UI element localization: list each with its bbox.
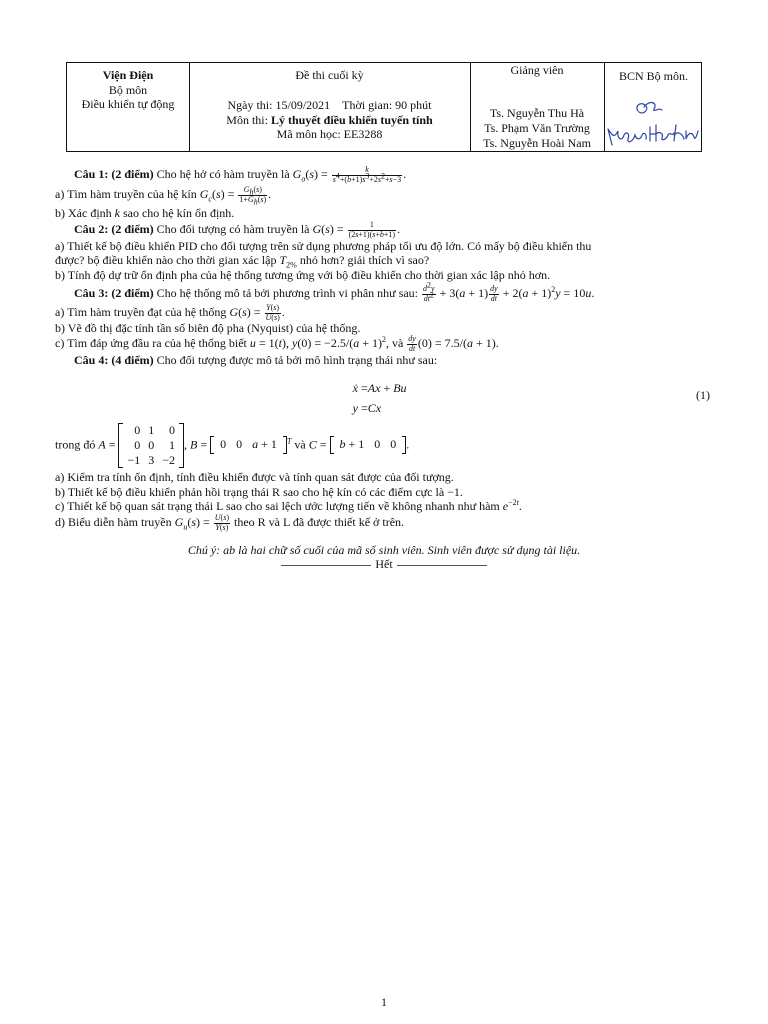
- exam-title: Đề thi cuối kỳ: [295, 68, 364, 82]
- state-space-equations: ẋ =Ax + Bu y =Cx: [352, 381, 407, 415]
- end-rule-left: [281, 565, 371, 566]
- department-line-2: Điều khiển tự động: [81, 97, 175, 111]
- initial-derivative: $\frac{dy}{dt}$: [408, 334, 416, 353]
- system-matrices: trong đó A = 0 1 0 0 0 1 −1 3 −2 , B = 0 0 a + 1 $^T$ và C = b + 1 0 0 .: [55, 423, 410, 467]
- question-3a-text: a) Tìm hàm truyền đạt của hệ thống: [55, 305, 227, 320]
- question-2-intro-text: Cho đối tượng có hàm truyền là: [156, 222, 310, 237]
- course-code: Mã môn học: EE3288: [276, 127, 383, 141]
- department-line-1: Bộ môn: [108, 82, 148, 97]
- question-1-intro: Câu 1: (2 điểm) Cho hệ hở có hàm truyền là $G_o(s)$ = $\frac{k}{s^4+(b+1)s^3+2s^2+s-3}$ .: [74, 165, 407, 184]
- lecturer-name: Ts. Nguyễn Hoài Nam: [483, 136, 591, 150]
- end-marker: [0, 557, 768, 572]
- subject-name: Lý thuyết điều khiển tuyến tính: [270, 112, 433, 127]
- question-2a-text-end: nhỏ hơn? giải thích vì sao?: [299, 253, 430, 267]
- question-4c-text: c) Thiết kế bộ quan sát trạng thái L sao cho sai lệch ước lượng tiến về không nhanh như hàm: [55, 499, 500, 513]
- question-4d-text: d) Biểu diễn hàm truyền: [55, 515, 172, 530]
- question-4a: a) Kiểm tra tính ổn định, tính điều khiển được và tính quan sát được của đối tượng.: [55, 470, 454, 484]
- question-2a-line-1: a) Thiết kế bộ điều khiển PID cho đối tượng trên sử dụng phương pháp tối ưu độ lớn. Có mấy bộ điều khiển thu: [55, 239, 592, 253]
- institute-cell: [67, 68, 189, 112]
- lecturer-title: Giảng viên: [510, 63, 564, 77]
- first-derivative: $\frac{dy}{dt}$: [490, 284, 498, 303]
- question-1a-text: a) Tìm hàm truyền của hệ kín: [55, 187, 197, 202]
- end-text: Hết: [375, 557, 393, 571]
- subject-prefix: Môn thi:: [226, 112, 271, 127]
- closed-loop-transfer-function: $\frac{G_h(s)}{1+G_h(s)}$: [239, 185, 267, 207]
- matrix-c: b + 1 0 0: [330, 437, 407, 452]
- signature-image: [604, 95, 700, 153]
- open-loop-transfer-function: $\frac{k}{s^4+(b+1)s^3+2s^2+s-3}$: [332, 165, 402, 184]
- end-rule-right: [397, 565, 487, 566]
- question-1b: b) Xác định k sao cho hệ kín ổn định.: [55, 206, 235, 220]
- where-text: trong đó: [55, 437, 96, 452]
- question-1-intro-text: Cho hệ hở có hàm truyền là: [156, 167, 290, 182]
- institute-name: Viện Điện: [102, 68, 154, 82]
- matrix-b: 0 0 a + 1: [210, 437, 287, 452]
- question-4c: c) Thiết kế bộ quan sát trạng thái L sao cho sai lệch ước lượng tiến về không nhanh như hàm $e^{-2t}$.: [55, 498, 522, 513]
- question-3b: b) Vẽ đồ thị đặc tính tần số biên độ pha (Nyquist) của hệ thống.: [55, 321, 361, 335]
- board-title: BCN Bộ môn.: [618, 69, 688, 83]
- lecturer-list: [470, 106, 604, 151]
- question-4-intro-text: Cho đối tượng được mô tả bởi mô hình trạng thái như sau:: [156, 353, 438, 367]
- question-4-intro: [74, 353, 437, 368]
- question-2a-line-2: được? bộ điều khiển nào cho thời gian xác lập $T_{2\%}$ nhỏ hơn? giải thích vì sao?: [55, 253, 430, 270]
- exam-info-cell: [189, 98, 470, 142]
- lecturer-name: Ts. Phạm Văn Trường: [484, 121, 590, 135]
- subject-line: [189, 113, 470, 128]
- matrix-a: 0 1 0 0 0 1 −1 3 −2: [118, 423, 184, 468]
- question-3c-and: và: [391, 336, 404, 351]
- page-number: 1: [381, 995, 387, 1009]
- question-4-label: Câu 4: (4 điểm): [74, 353, 154, 367]
- question-1b-text: b) Xác định: [55, 206, 112, 220]
- question-4b: b) Thiết kế bộ điều khiển phản hồi trạng thái R sao cho hệ kín có các điểm cực là −1.: [55, 485, 463, 499]
- second-derivative: $\frac{d^2y}{dt^2}$: [423, 280, 435, 303]
- question-2-label: Câu 2: (2 điểm): [74, 222, 154, 237]
- exam-duration: Thời gian: 90 phút: [342, 98, 432, 112]
- io-transfer-function: $\frac{Y(s)}{U(s)}$: [265, 303, 280, 322]
- equation-number: (1): [696, 388, 710, 402]
- question-2b: b) Tính độ dự trữ ổn định pha của hệ thống tương ứng với bộ điều khiển cho thời gian xác lập nhỏ hơn.: [55, 268, 551, 282]
- question-3-label: Câu 3: (2 điểm): [74, 286, 154, 301]
- exam-date-line: [189, 98, 470, 113]
- question-1b-text-end: sao cho hệ kín ổn định.: [122, 206, 235, 220]
- question-3c-text: c) Tìm đáp ứng đầu ra của hệ thống biết: [55, 336, 247, 351]
- question-1a: a) Tìm hàm truyền của hệ kín $G_c(s)$ = $\frac{G_h(s)}{1+G_h(s)}$ .: [55, 185, 272, 207]
- question-1-label: Câu 1: (2 điểm): [74, 167, 154, 182]
- exam-date: Ngày thi: 15/09/2021: [227, 98, 331, 112]
- question-3-intro: Câu 3: (2 điểm) Cho hệ thống mô tả bởi phương trình vi phân như sau: $\frac{d^2y}{dt^2}$ + 3(a + 1) $\frac{dy}{dt}$ + $2(a + 1)^2y = 10u$.: [74, 280, 595, 303]
- question-2a-text: được? bộ điều khiển nào cho thời gian xác lập: [55, 253, 277, 267]
- observer-transfer-function: $\frac{U(s)}{Y(s)}$: [214, 513, 229, 532]
- plant-transfer-function: $\frac{1}{(2s+1)(s+b+1)}$: [348, 220, 396, 239]
- question-3c: c) Tìm đáp ứng đầu ra của hệ thống biết u = 1(t), $y(0) = -2.5/(a + 1)^2$, và $\frac{dy}{dt}$ (0) = 7.5/(a + 1).: [55, 334, 499, 353]
- exam-note: Chú ý: ab là hai chữ số cuối của mã số sinh viên. Sinh viên được sử dụng tài liệu.: [187, 543, 581, 557]
- lecturer-name: Ts. Nguyễn Thu Hà: [489, 106, 585, 120]
- and-text: và: [294, 437, 306, 452]
- question-3a: a) Tìm hàm truyền đạt của hệ thống G(s) = $\frac{Y(s)}{U(s)}$ .: [55, 303, 285, 322]
- question-3-intro-text: Cho hệ thống mô tả bởi phương trình vi phân như sau:: [156, 286, 419, 301]
- question-4d: d) Biểu diễn hàm truyền $G_u(s)$ = $\frac{U(s)}{Y(s)}$ theo R và L đã được thiết kế ở trên.: [55, 513, 405, 532]
- question-4d-text-end: theo R và L đã được thiết kế ở trên.: [234, 515, 405, 530]
- question-2-intro: Câu 2: (2 điểm) Cho đối tượng có hàm truyền là G(s) = $\frac{1}{(2s+1)(s+b+1)}$ .: [74, 220, 401, 239]
